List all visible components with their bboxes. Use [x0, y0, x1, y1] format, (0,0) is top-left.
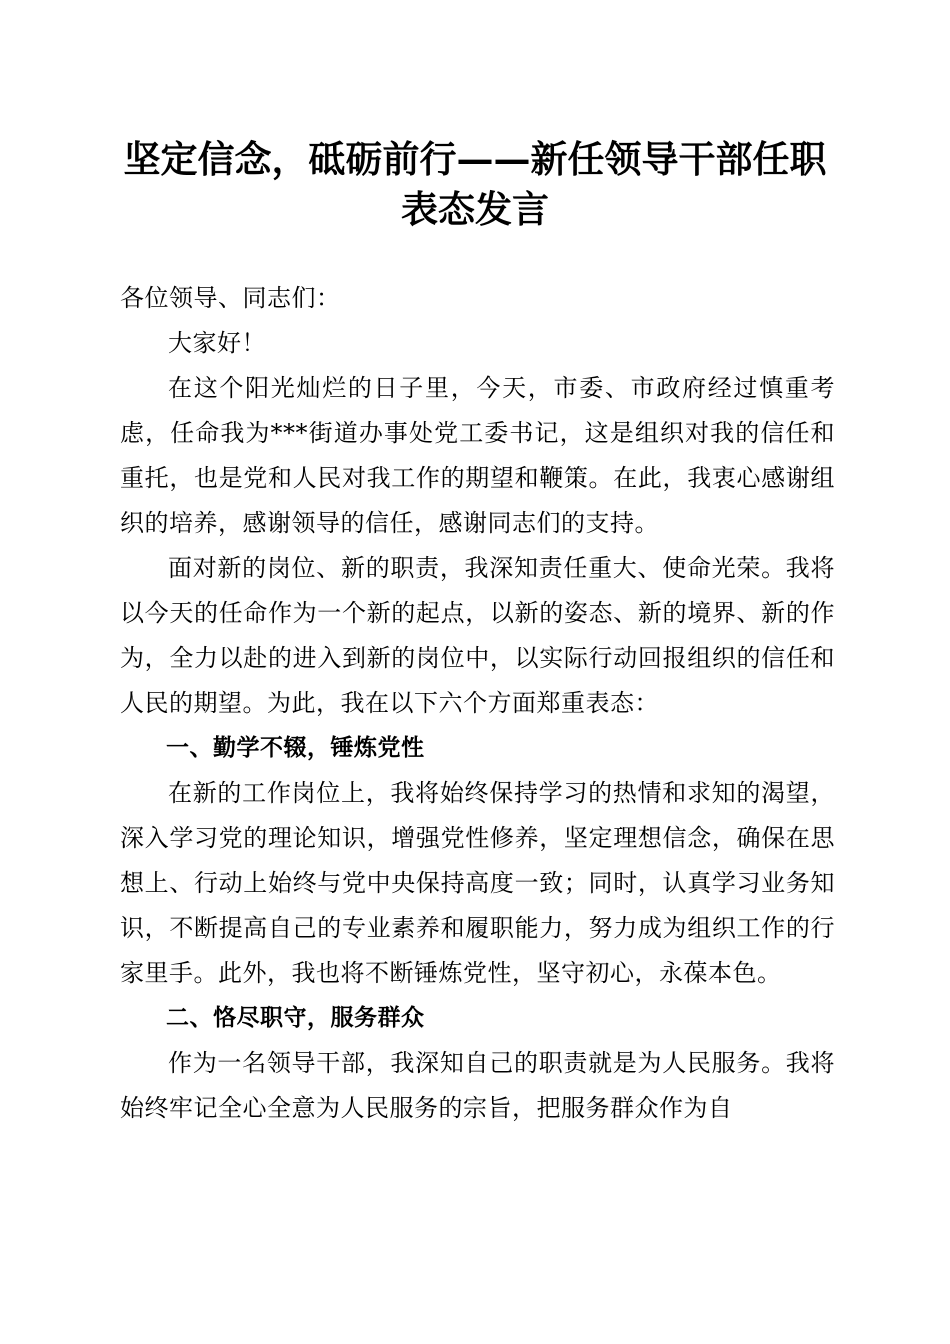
section-heading-service: 二、恪尽职守，服务群众 [166, 1005, 425, 1031]
greeting: 大家好！ [168, 329, 266, 357]
document-title: 坚定信念，砥砺前行——新任领导干部任职表态发言 [123, 137, 827, 231]
paragraph-appointment: 在这个阳光灿烂的日子里，今天，市委、市政府经过慎重考虑，任命我为***街道办事处党工委书记，这是组织对我的信任和重托，也是党和人民对我工作的期望和鞭策。在此，我衷心感谢组织的培养，感谢领导的信任，感谢同志们的支持。 [120, 374, 835, 537]
section-heading-study: 一、勤学不辍，锤炼党性 [166, 735, 425, 761]
paragraph-service: 作为一名领导干部，我深知自己的职责就是为人民服务。我将始终牢记全心全意为人民服务的宗旨，把服务群众作为自 [120, 1049, 835, 1122]
salutation: 各位领导、同志们： [120, 284, 341, 312]
paragraph-study: 在新的工作岗位上，我将始终保持学习的热情和求知的渴望，深入学习党的理论知识，增强党性修养，坚定理想信念，确保在思想上、行动上始终与党中央保持高度一致；同时，认真学习业务知识，不断提高自己的专业素养和履职能力，努力成为组织工作的行家里手。此外，我也将不断锤炼党性，坚守初心，永葆本色。 [120, 779, 835, 987]
document-body [120, 276, 835, 1131]
paragraph-commitment: 面对新的岗位、新的职责，我深知责任重大、使命光荣。我将以今天的任命作为一个新的起点，以新的姿态、新的境界、新的作为，全力以赴的进入到新的岗位中，以实际行动回报组织的信任和人民的期望。为此，我在以下六个方面郑重表态： [120, 554, 835, 717]
